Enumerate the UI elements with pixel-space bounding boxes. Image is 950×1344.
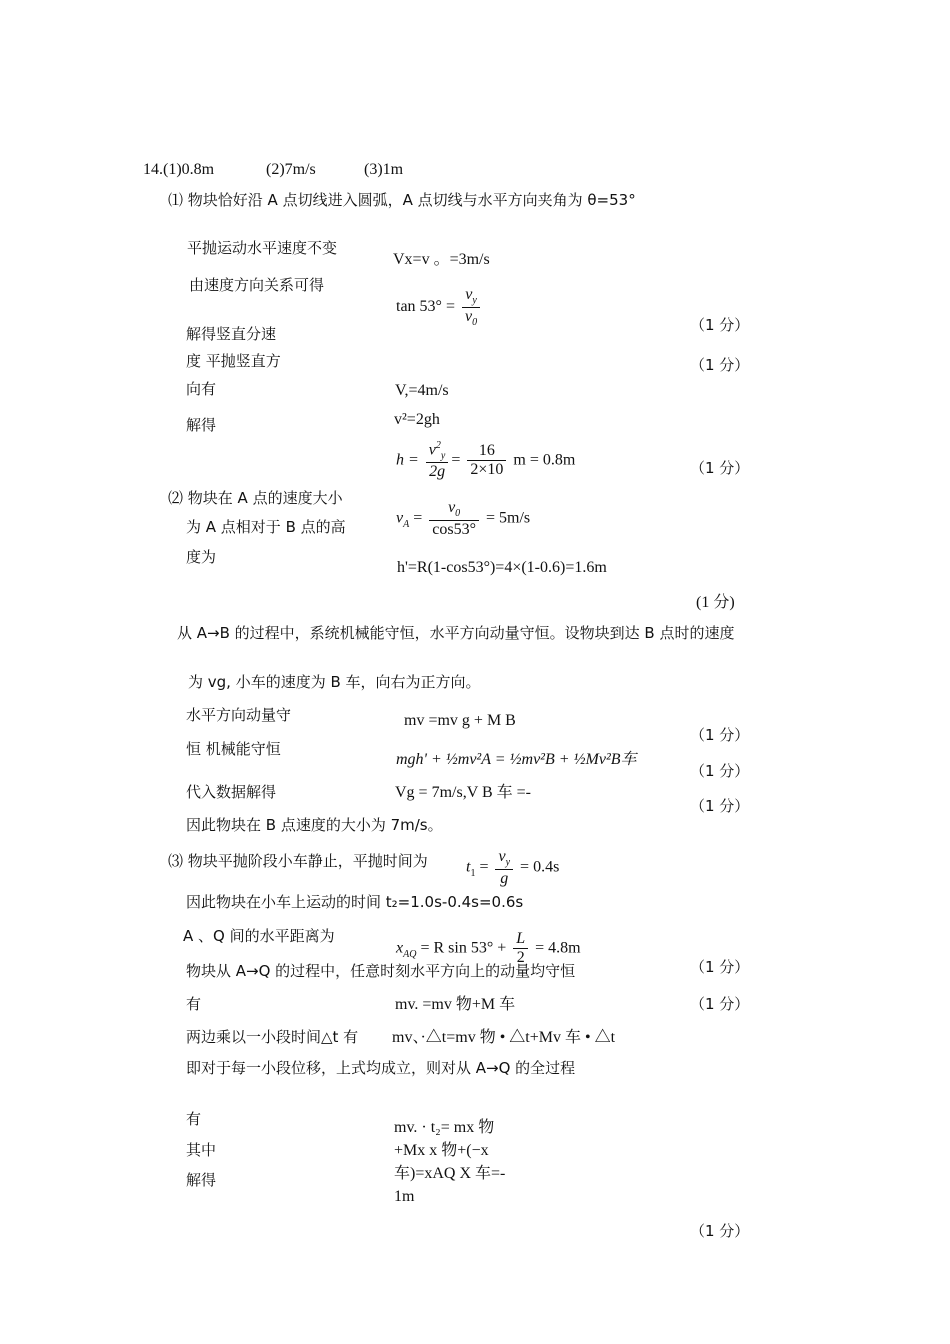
label-qizhong: 其中 [186, 1141, 217, 1159]
answer-2: (2)7m/s [266, 161, 316, 178]
answer-3: (3)1m [364, 161, 404, 178]
process-a-to-b-cont: 为 vg, 小车的速度为 B 车，向右为正方向。 [188, 673, 481, 691]
part2-label-c: 度为 [186, 548, 217, 566]
label-substitute: 代入数据解得 [186, 783, 277, 801]
score-3: （1 分） [690, 459, 750, 477]
label-multiply-dt: 两边乘以一小段时间△t 有 [186, 1028, 359, 1046]
eq-final-line-1: mv. · t₂= mx 物 [394, 1119, 495, 1136]
label-solve-a: 解得竖直分速 [186, 325, 277, 343]
score-6: （1 分） [690, 762, 750, 780]
label-solve-c: 向有 [186, 380, 217, 398]
question-number-answer-1: 14.(1)0.8m [143, 161, 215, 178]
label-aq-distance: A 、Q 间的水平距离为 [183, 927, 335, 945]
score-8: （1 分） [690, 958, 750, 976]
score-10: （1 分） [690, 1222, 750, 1240]
label-you-2: 有 [186, 1110, 202, 1128]
eq-momentum-aq: mv. =mv 物+M 车 [395, 996, 516, 1013]
label-momentum-a: 水平方向动量守 [186, 706, 292, 724]
process-a-to-b: 从 A→B 的过程中，系统机械能守恒，水平方向动量守恒。设物块到达 B 点时的速度 [177, 624, 735, 642]
eq-multiply-dt: mv、·△t=mv 物 • △t+Mv 车 • △t [392, 1029, 616, 1046]
score-1: （1 分） [690, 316, 750, 334]
score-9: （1 分） [690, 995, 750, 1013]
eq-final-line-3: 车)=xAQ X 车=- [394, 1165, 506, 1182]
score-7: （1 分） [690, 797, 750, 815]
eq-xaq: $x_{AQ} = R$ sin 53° + $\frac{L}{2}$ = 4.8m [396, 930, 581, 967]
label-jiede-2: 解得 [186, 1171, 217, 1189]
eq-energy: mgh' + ½mv²A = ½mv²B + ½Mv²B车 [396, 751, 637, 768]
eq-momentum: mv =mv g + M B [404, 712, 516, 729]
label-time-on-cart: 因此物块在小车上运动的时间 t₂=1.0s-0.4s=0.6s [186, 893, 524, 911]
eq-vb-result: Vg = 7m/s,V B 车 =- [395, 784, 531, 801]
label-horizontal-velocity: 平抛运动水平速度不变 [187, 239, 338, 257]
label-each-displacement: 即对于每一小段位移，上式均成立，则对从 A→Q 的全过程 [186, 1059, 576, 1077]
part3-intro: ⑶ 物块平抛阶段小车静止，平抛时间为 [168, 852, 428, 870]
eq-v2-2gh: v²=2gh [394, 411, 440, 428]
eq-t1: $t_1$ = $\frac{v_y}{g}$ = 0.4s [466, 848, 560, 887]
score-2: （1 分） [690, 356, 750, 374]
eq-h-prime: h'=R(1-cos53°)=4×(1-0.6)=1.6m [397, 559, 607, 576]
score-5: （1 分） [690, 726, 750, 744]
label-momentum-b: 恒 机械能守恒 [186, 740, 281, 758]
label-solve-b: 度 平抛竖直方 [186, 352, 281, 370]
label-process-aq: 物块从 A→Q 的过程中，任意时刻水平方向上的动量均守恒 [186, 962, 576, 980]
part2-label-b: 为 A 点相对于 B 点的高 [186, 518, 346, 536]
label-you: 有 [186, 995, 202, 1013]
eq-vy: V,=4m/s [395, 382, 449, 399]
eq-h: h = $\frac{v^2_y}{2g}$ = $\frac{16}{2\times 10}$ m = 0.8m [396, 440, 576, 481]
part2-label-a: ⑵ 物块在 A 点的速度大小 [168, 489, 343, 507]
eq-tan53: tan 53° = $\frac{v_y}{v_0}$ [396, 286, 483, 328]
part2-conclusion: 因此物块在 B 点速度的大小为 7m/s。 [186, 816, 443, 834]
eq-vx: Vx=v 。=3m/s [393, 251, 490, 268]
label-velocity-direction: 由速度方向关系可得 [189, 276, 325, 294]
part1-intro: ⑴ 物块恰好沿 A 点切线进入圆弧，A 点切线与水平方向夹角为 θ=53° [168, 191, 636, 209]
eq-final-line-4: 1m [394, 1188, 415, 1205]
eq-va: $v_A$ = $\frac{v_0}{\cos 53^\circ}$ = 5m/s [396, 499, 531, 538]
eq-final-line-2: +Mx x 物+(−x [394, 1142, 489, 1159]
score-4: (1 分) [696, 594, 735, 611]
label-solve: 解得 [186, 416, 217, 434]
